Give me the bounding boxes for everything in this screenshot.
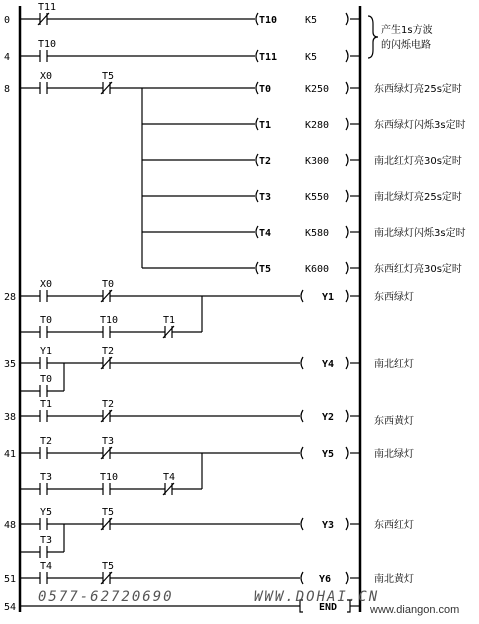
coil-y6 bbox=[301, 572, 414, 585]
step-number: 8 bbox=[4, 84, 11, 95]
contact-nc-t5 bbox=[101, 507, 114, 530]
svg-text:T0: T0 bbox=[259, 84, 272, 95]
svg-text:T5: T5 bbox=[259, 264, 272, 275]
step-number: 48 bbox=[4, 520, 17, 531]
contact-nc-t4 bbox=[163, 472, 175, 495]
watermark-site: www.diangon.com bbox=[370, 604, 460, 616]
contact-no-t1 bbox=[40, 399, 52, 422]
contact-nc-t1 bbox=[163, 315, 175, 338]
brace-comment: 的闪烁电路 bbox=[381, 40, 431, 51]
svg-text:T2: T2 bbox=[102, 346, 115, 357]
contact-no-t0 bbox=[40, 315, 52, 338]
svg-text:T2: T2 bbox=[259, 156, 272, 167]
coil-y1 bbox=[301, 290, 414, 303]
svg-text:T3: T3 bbox=[40, 535, 53, 546]
svg-text:T0: T0 bbox=[40, 374, 53, 385]
step-number: 38 bbox=[4, 412, 17, 423]
coil-t11 bbox=[256, 50, 348, 63]
coil-comment: 南北绿灯 bbox=[374, 449, 414, 460]
svg-text:T1: T1 bbox=[163, 315, 176, 326]
svg-text:Y1: Y1 bbox=[40, 346, 53, 357]
coil-comment: 东西绿灯亮25s定时 bbox=[374, 84, 462, 95]
contact-no-x0 bbox=[40, 279, 52, 302]
contact-no-y5 bbox=[40, 507, 52, 530]
svg-text:T10: T10 bbox=[100, 315, 119, 326]
coil-y2 bbox=[301, 410, 414, 427]
svg-text:T0: T0 bbox=[40, 315, 53, 326]
svg-text:T2: T2 bbox=[40, 436, 53, 447]
svg-text:T4: T4 bbox=[259, 228, 272, 239]
brace bbox=[368, 16, 378, 58]
contact-no-t10 bbox=[38, 39, 56, 62]
step-number: 51 bbox=[4, 574, 17, 585]
coil-comment: 南北红灯 bbox=[374, 359, 414, 370]
contact-no-t10 bbox=[100, 315, 118, 338]
svg-text:Y6: Y6 bbox=[319, 574, 332, 585]
svg-text:Y3: Y3 bbox=[322, 520, 335, 531]
brace-comment: 产生1s方波 bbox=[381, 25, 433, 36]
svg-text:Y5: Y5 bbox=[322, 449, 335, 460]
svg-text:T0: T0 bbox=[102, 279, 115, 290]
svg-text:K550: K550 bbox=[305, 192, 330, 203]
svg-text:T10: T10 bbox=[100, 472, 119, 483]
svg-text:T1: T1 bbox=[40, 399, 53, 410]
coil-comment: 东西绿灯 bbox=[374, 292, 414, 303]
watermark-phone: 0577-62720690 bbox=[38, 589, 174, 605]
svg-text:K300: K300 bbox=[305, 156, 330, 167]
coil-comment: 南北红灯亮30s定时 bbox=[374, 156, 462, 167]
svg-text:T5: T5 bbox=[102, 561, 115, 572]
step-number: 35 bbox=[4, 359, 17, 370]
contact-no-y1 bbox=[40, 346, 52, 369]
svg-text:K280: K280 bbox=[305, 120, 330, 131]
svg-text:T1: T1 bbox=[259, 120, 272, 131]
contact-nc-t5 bbox=[101, 561, 114, 584]
svg-text:K600: K600 bbox=[305, 264, 330, 275]
svg-text:T3: T3 bbox=[259, 192, 272, 203]
coil-y3 bbox=[301, 518, 414, 531]
svg-text:K250: K250 bbox=[305, 84, 330, 95]
coil-comment: 东西红灯 bbox=[374, 520, 414, 531]
svg-text:T4: T4 bbox=[163, 472, 176, 483]
svg-text:X0: X0 bbox=[40, 279, 53, 290]
coil-comment: 东西绿灯闪烁3s定时 bbox=[374, 120, 466, 131]
contact-no-t3 bbox=[40, 535, 52, 558]
svg-text:X0: X0 bbox=[40, 71, 53, 82]
svg-text:Y4: Y4 bbox=[322, 359, 335, 370]
svg-text:T5: T5 bbox=[102, 71, 115, 82]
contact-no-t4 bbox=[40, 561, 52, 584]
coil-t10 bbox=[256, 13, 348, 26]
svg-text:T4: T4 bbox=[40, 561, 53, 572]
coil-comment: 南北黄灯 bbox=[374, 574, 414, 585]
svg-text:Y2: Y2 bbox=[322, 412, 335, 423]
contact-nc-t5 bbox=[101, 71, 114, 94]
coil-comment: 南北绿灯闪烁3s定时 bbox=[374, 228, 466, 239]
contact-nc-t0 bbox=[101, 279, 114, 302]
contact-nc-t3 bbox=[101, 436, 114, 459]
svg-text:T3: T3 bbox=[40, 472, 53, 483]
coil-y4 bbox=[301, 357, 414, 370]
contact-nc-t11 bbox=[38, 2, 56, 25]
step-number: 54 bbox=[4, 602, 17, 613]
svg-text:K5: K5 bbox=[305, 15, 318, 26]
contact-no-t0 bbox=[40, 374, 52, 397]
contact-no-t2 bbox=[40, 436, 52, 459]
svg-text:T10: T10 bbox=[259, 15, 278, 26]
step-number: 0 bbox=[4, 15, 11, 26]
contact-no-t3 bbox=[40, 472, 52, 495]
coil-y5 bbox=[301, 447, 414, 460]
watermark-site: WWW.DOHAI.CN bbox=[254, 589, 380, 605]
svg-text:T11: T11 bbox=[38, 2, 57, 13]
svg-text:K5: K5 bbox=[305, 52, 318, 63]
svg-text:T11: T11 bbox=[259, 52, 278, 63]
step-number: 28 bbox=[4, 292, 17, 303]
coil-comment: 东西红灯亮30s定时 bbox=[374, 264, 462, 275]
svg-text:END: END bbox=[319, 602, 338, 613]
contact-nc-t2 bbox=[101, 399, 114, 422]
contact-no-x0 bbox=[40, 71, 52, 94]
svg-text:Y5: Y5 bbox=[40, 507, 53, 518]
svg-text:T3: T3 bbox=[102, 436, 115, 447]
svg-text:T2: T2 bbox=[102, 399, 115, 410]
svg-text:T10: T10 bbox=[38, 39, 57, 50]
svg-text:K580: K580 bbox=[305, 228, 330, 239]
contact-no-t10 bbox=[100, 472, 118, 495]
step-number: 4 bbox=[4, 52, 11, 63]
svg-text:Y1: Y1 bbox=[322, 292, 335, 303]
coil-comment: 南北绿灯亮25s定时 bbox=[374, 192, 462, 203]
step-number: 41 bbox=[4, 449, 17, 460]
coil-comment: 东西黄灯 bbox=[374, 416, 414, 427]
svg-text:T5: T5 bbox=[102, 507, 115, 518]
contact-nc-t2 bbox=[101, 346, 114, 369]
